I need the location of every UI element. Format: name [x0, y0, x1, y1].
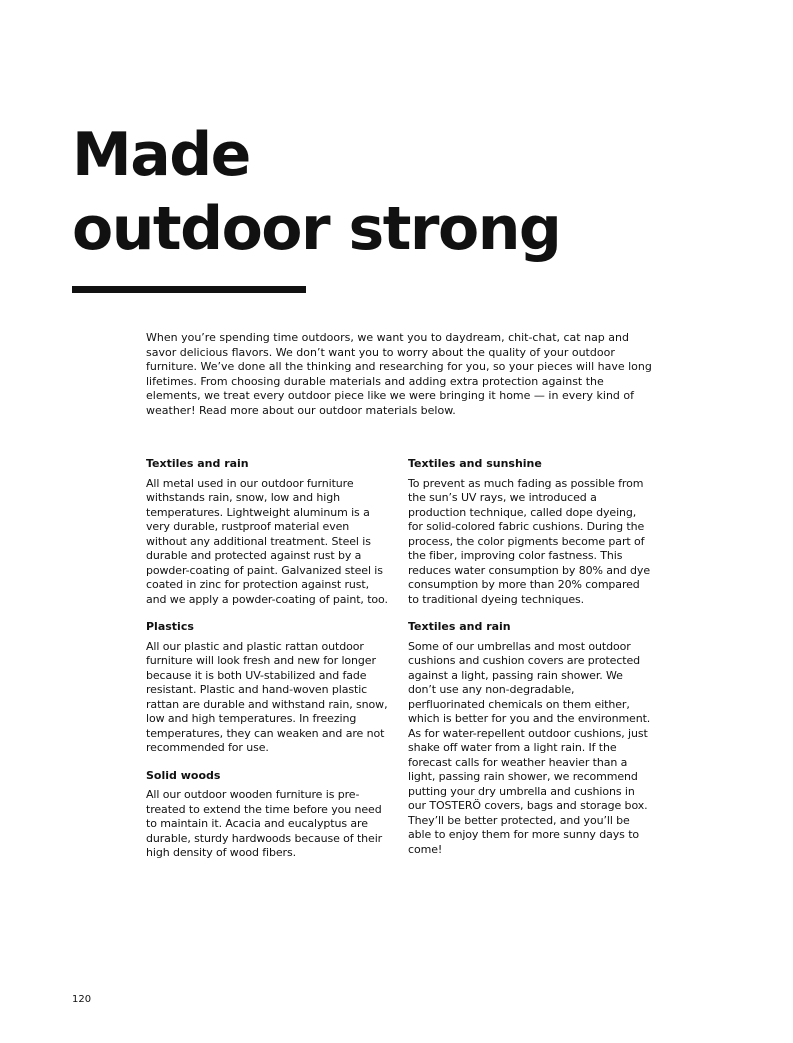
section-body: All our outdoor wooden furniture is pre-treated to extend the time before you need to maintain it. Acacia and eucalyptus are durable, sturdy hardwoods because of their high density of wood fibers. — [146, 788, 383, 859]
section-body: All metal used in our outdoor furniture withstands rain, snow, low and high temperatures. Lightweight aluminum is a very durable, rustproof material even without any additional treatment. Steel is durable and protected against rust by a powder-coating of paint. Galvanized steel is coated in zinc for protection against rust, and we apply a powder-coating of paint, too. — [146, 476, 388, 606]
section-heading: Plastics — [146, 620, 194, 633]
section-textiles-and-rain-cushions — [408, 620, 653, 857]
section-heading: Textiles and rain — [408, 620, 511, 633]
section-textiles-and-rain-metal — [146, 457, 391, 607]
left-column — [146, 457, 391, 874]
section-heading: Textiles and sunshine — [408, 457, 542, 470]
section-solid-woods — [146, 769, 391, 861]
right-column — [408, 457, 653, 870]
section-body: All our plastic and plastic rattan outdoor furniture will look fresh and new for longer because it is both UV-stabilized and fade resistant. Plastic and hand-woven plastic rattan are durable and withstand rain, snow, low and high temperatures. In freezing temperatures, they can weaken and are not recommended for use. — [146, 639, 388, 754]
section-plastics — [146, 620, 391, 756]
title-line-1: Made — [72, 120, 250, 190]
section-heading: Textiles and rain — [146, 457, 249, 470]
section-body: To prevent as much fading as possible from the sun’s UV rays, we introduced a production technique, called dope dyeing, for solid-colored fabric cushions. During the process, the color pigments become part of the fiber, improving color fastness. This reduces water consumption by 80% and dye consumption by more than 20% compared to traditional dyeing techniques. — [408, 476, 650, 606]
section-heading: Solid woods — [146, 768, 221, 782]
page-number: 120 — [72, 994, 92, 1005]
intro-paragraph: When you’re spending time outdoors, we want you to daydream, chit-chat, cat nap and savor delicious flavors. We don’t want you to worry about the quality of your outdoor furniture. We’ve done all the thinking and researching for you, so your pieces will have long lifetimes. From choosing durable materials and adding extra protection against the elements, we treat every outdoor piece like we were bringing it home — in every kind of weather! Read more about our outdoor materials below. — [146, 331, 652, 417]
section-textiles-and-sunshine — [408, 457, 653, 607]
section-body: Some of our umbrellas and most outdoor cushions and cushion covers are protected against a light, passing rain shower. We don’t use any non-degradable, perfluorinated chemicals on them either, which is better for you and the environment. As for water-repellent outdoor cushions, just shake off water from a light rain. If the forecast calls for weather heavier than a light, passing rain shower, we recommend putting your dry umbrella and cushions in our TOSTERÖ covers, bags and storage box. They’ll be better protected, and you’ll be able to enjoy them for more sunny days to come! — [408, 639, 651, 856]
page-title — [72, 118, 752, 266]
title-divider — [72, 286, 306, 293]
title-line-2: outdoor strong — [72, 194, 561, 264]
